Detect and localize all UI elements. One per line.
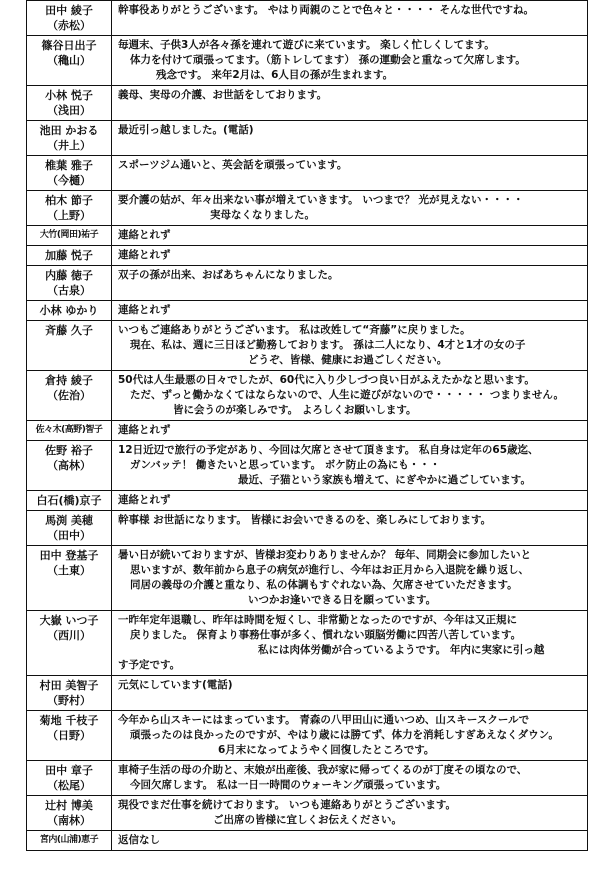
message-cell [112,421,588,441]
message-line: 戻りました。 保育より事務仕事が多く、慣れない頭脳労働に四苦八苦しています。 [130,629,522,641]
member-name: 加藤 悦子 [45,249,93,262]
member-name: 池田 かおる [39,124,99,137]
member-name: 倉持 綾子 [45,374,93,387]
table-row [27,86,588,121]
table-row [27,226,588,246]
name-cell [27,371,112,421]
message-cell [112,266,588,301]
table-row [27,511,588,546]
member-name: 辻村 博美 [45,799,93,812]
message-cell [112,511,588,546]
member-name: 大嶽 いつ子 [39,614,99,627]
name-cell [27,156,112,191]
member-name: 斉藤 久子 [45,324,93,337]
message-cell [112,611,588,676]
name-cell [27,831,112,851]
member-name: 椎葉 雅子 [45,159,93,172]
message-line: 返信なし [118,834,160,846]
message-line: ガンバッテ！ 働きたいと思っています。 ボケ防止の為にも・・・ [130,459,441,471]
message-line: 幹事役ありがとうございます。 やはり両親のことで色々と・・・・ そんな世代ですね。 [118,4,534,16]
name-cell [27,676,112,711]
member-name: 菊地 千枝子 [39,714,99,727]
message-line: 残念です。 来年2月は、6人目の孫が生まれます。 [156,69,394,81]
former-surname: （佐治） [47,389,91,402]
table-row [27,36,588,86]
reply-rows [27,1,588,851]
former-surname: （田中） [47,529,91,542]
former-surname: （西川） [47,629,91,642]
message-line: 現在、私は、週に三日ほど勤務しております。 孫は二人になり、4才と1才の女の子 [130,339,526,351]
name-cell [27,86,112,121]
message-line: いつもご連絡ありがとうございます。 私は改姓して“斉藤”に戻りました。 [118,324,471,336]
name-cell [27,491,112,511]
name-cell [27,511,112,546]
message-cell [112,441,588,491]
message-line: 最近、子猫という家族も増えて、にぎやかに過ごしています。 [238,474,531,486]
message-line: スポーツジム通いと、英会話を頑張っています。 [118,159,348,171]
name-cell [27,1,112,36]
former-surname: （穐山） [47,54,91,67]
member-name: 内藤 徳子 [45,269,93,282]
message-cell [112,1,588,36]
message-line: ご出席の皆様に宜しくお伝えください。 [213,814,402,826]
message-cell [112,831,588,851]
table-row [27,1,588,36]
message-line: 12日近辺で旅行の予定があり、今回は欠席とさせて頂きます。 私自身は定年の65歳迄、 [118,444,539,456]
message-line: 暑い日が続いておりますが、皆様お変わりありませんか？ 毎年、同期会に参加したいと [118,549,532,561]
former-surname: （松尾） [47,779,91,792]
name-cell [27,611,112,676]
member-name: 篠谷日出子 [41,39,97,52]
message-line: 一昨年定年退職し、昨年は時間を短くし、非常勤となったのですが、今年は又正規に [118,614,517,626]
name-cell [27,226,112,246]
table-row [27,611,588,676]
message-cell [112,371,588,421]
former-surname: （土東） [47,564,91,577]
table-row [27,266,588,301]
message-cell [112,491,588,511]
message-line: 最近引っ越しました。(電話) [118,124,254,136]
message-line: ただ、ずっと働かなくてはならないので、人生に遊びがないので・・・・・ つまりません。 [130,389,564,401]
message-cell [112,796,588,831]
message-line: 今回欠席します。 私は一日一時間のウォーキング頑張っています。 [130,779,447,791]
message-line: 幹事様 お世話になります。 皆様にお会いできるのを、楽しみにしております。 [118,514,492,526]
member-name: 馬渕 美穂 [45,514,93,527]
former-surname: （今樋） [47,174,91,187]
message-line: 連絡とれず [118,304,171,316]
former-surname: （浅田） [47,104,91,117]
message-line: 連絡とれず [118,249,171,261]
message-line: 体力を付けて頑張ってます。（筋トレしてます） 孫の運動会と重なって欠席します。 [130,54,526,66]
message-line: 頑張ったのは良かったのですが、やはり歳には勝てず、体力を消耗しすぎあえなくダウン。 [130,729,559,741]
member-name: 田中 章子 [45,764,93,777]
table-row [27,831,588,851]
former-surname: （南林） [47,814,91,827]
member-name: 小林 悦子 [45,89,93,102]
name-cell [27,711,112,761]
message-line: 私には肉体労働が合っているようです。 年内に実家に引っ越 [258,644,545,656]
message-line: 同居の義母の介護と重なり、私の体調もすぐれない為、欠席させていただきます。 [130,579,518,591]
message-cell [112,86,588,121]
table-row [27,156,588,191]
message-line: いつかお逢いできる日を願っています。 [248,594,437,606]
message-cell [112,761,588,796]
name-cell [27,761,112,796]
message-cell [112,711,588,761]
message-cell [112,156,588,191]
message-line: 今年から山スキーにはまっています。 青森の八甲田山に通いつめ、山スキースクールで [118,714,530,726]
former-surname: （赤松） [47,19,91,32]
member-name: 小林 ゆかり [39,304,99,317]
message-cell [112,676,588,711]
table-row [27,191,588,226]
table-row [27,371,588,421]
table-row [27,321,588,371]
table-row [27,121,588,156]
table-row [27,711,588,761]
member-name: 田中 登基子 [39,549,99,562]
former-surname: （高林） [47,459,91,472]
message-line: 思いますが、数年前から息子の病気が進行し、今年はお正月から入退院を繰り返し、 [130,564,529,576]
former-surname: （野村） [47,694,91,707]
table-row [27,441,588,491]
message-line: 実母なくなりました。 [210,209,315,221]
message-cell [112,36,588,86]
member-name: 宮内(山浦)恵子 [39,835,99,845]
table-row [27,676,588,711]
message-cell [112,191,588,226]
reply-table [26,0,588,851]
table-row [27,546,588,611]
message-line: 連絡とれず [118,494,171,506]
message-cell [112,321,588,371]
member-name: 田中 綾子 [45,4,93,17]
message-line: 車椅子生活の母の介助と、末娘が出産後、我が家に帰ってくるのが丁度その頃なので、 [118,764,528,776]
table-row [27,421,588,441]
name-cell [27,796,112,831]
former-surname: （日野） [47,729,91,742]
message-line: どうぞ、皆様、健康にお過ごしください。 [248,354,448,366]
former-surname: （上野） [47,209,91,222]
message-line: 双子の孫が出来、おばあちゃんになりました。 [118,269,339,281]
message-line: 連絡とれず [118,424,171,436]
name-cell [27,121,112,156]
table-row [27,491,588,511]
name-cell [27,301,112,321]
message-cell [112,121,588,156]
message-line: 50代は人生最悪の日々でしたが、60代に入り少しづつ良い日がふえたかなと思います。 [118,374,535,386]
member-name: 大竹(岡田)祐子 [39,230,99,240]
name-cell [27,36,112,86]
name-cell [27,321,112,371]
message-line: 要介護の姑が、年々出来ない事が増えていきます。 いつまで？ 光が見えない・・・・ [118,194,524,206]
member-name: 村田 美智子 [39,679,99,692]
table-row [27,246,588,266]
name-cell [27,191,112,226]
former-surname: （井上） [47,139,91,152]
name-cell [27,441,112,491]
table-row [27,796,588,831]
message-cell [112,226,588,246]
message-line: 連絡とれず [118,229,171,241]
message-line: 元気にしています(電話) [118,679,233,691]
name-cell [27,421,112,441]
former-surname: （古泉） [47,284,91,297]
message-line: 現役でまだ仕事を続けております。 いつも連絡ありがとうございます。 [118,799,456,811]
name-cell [27,246,112,266]
member-name: 佐野 裕子 [45,444,93,457]
message-cell [112,546,588,611]
message-cell [112,301,588,321]
message-line: 義母、実母の介護、お世話をしております。 [118,89,328,101]
name-cell [27,546,112,611]
member-name: 佐々木(高野)智子 [35,425,103,435]
message-cell [112,246,588,266]
message-line: 皆に会うのが楽しみです。 よろしくお願いします。 [173,404,417,416]
member-name: 白石(橋)京子 [36,494,102,507]
table-row [27,761,588,796]
message-line: 6月末になってようやく回復したところです。 [218,744,435,756]
member-name: 柏木 節子 [45,194,93,207]
table-row [27,301,588,321]
message-line: 毎週末、子供3人が各々孫を連れて遊びに来ています。 楽しく忙しくしてます。 [118,39,495,51]
message-line: す予定です。 [118,659,181,671]
name-cell [27,266,112,301]
